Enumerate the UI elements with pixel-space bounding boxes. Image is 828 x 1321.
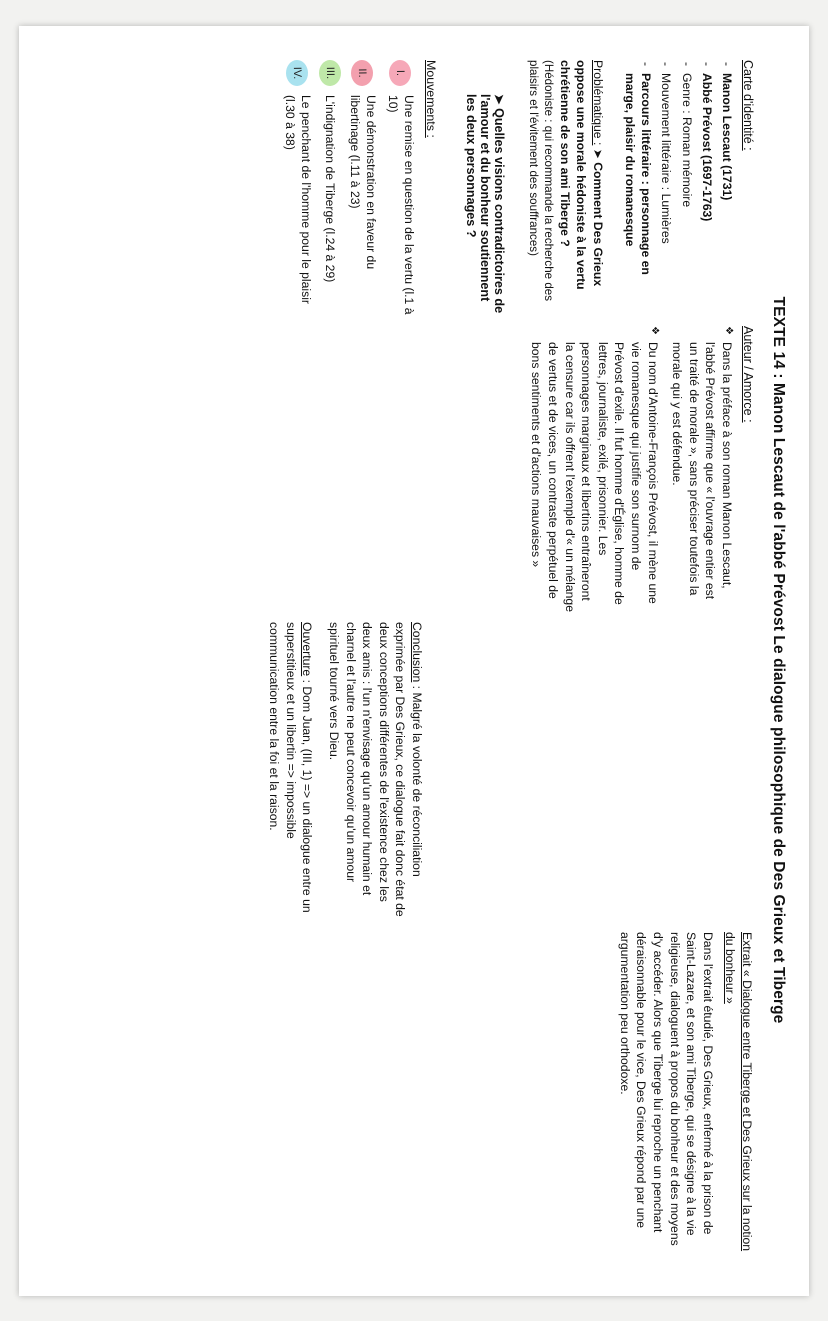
highlight-blob-3: III.: [318, 59, 340, 85]
author-paragraph-1: ❖ Dans la préface à son roman Manon Lescaut, l'abbé Prévost affirme que « l'ouvrage entier est un traité de morale », sans préciser toutefois la morale qui y est défendue.: [669, 326, 735, 612]
movements-list: [281, 60, 416, 318]
extract-block: [616, 932, 755, 1252]
list-item: - Manon Lescaut (1731): [719, 60, 735, 318]
arrow-icon: ➤: [590, 148, 605, 159]
identity-list: [622, 60, 735, 318]
conclusion-paragraph: [325, 622, 425, 922]
problematic-label: Problématique :: [590, 59, 605, 145]
identity-heading: Carte d'identité :: [741, 59, 755, 151]
opening-text: : Dom Juan, (III, 1) => un dialogue entre un superstitieux et un libertin => impossible communication entre la foi et la raison.: [267, 621, 315, 913]
opening-paragraph: [266, 622, 316, 922]
list-item: - Genre : Roman mémoire: [678, 60, 694, 318]
list-item: [347, 60, 379, 318]
conclusion-text: : Malgré la volonté de réconciliation exprimée par Des Grieux, ce dialogue fait donc état de deux conceptions différentes de l'existence chez les deux amis : l'un n'envisage qu'un amour humain et charnel et l'autre ne peut concevoir qu'un amour spirituel tourné vers Dieu.: [327, 621, 424, 917]
movement-text: Une démonstration en faveur du libertinage (l.11 à 23): [348, 94, 379, 269]
guiding-question-text: Quelles visions contradictoires de l'amour et du bonheur soutiennent les deux personnages ?: [464, 93, 506, 313]
conclusion-block: [266, 622, 425, 922]
list-item: - Parcours littéraire : personnage en marge, plaisir du romanesque: [622, 60, 654, 318]
highlight-blob-1: I.: [389, 59, 411, 85]
extract-text: Dans l'extrait étudié, Des Grieux, enfermé à la prison de Saint-Lazare, et son ami Tiberge, qui se désigne à la vie religieuse, dialoguent à propos du bonheur et des moyens d'y accéder. Alors que Tiberge lui reproche un penchant déraisonnable pour le vice, Des Grieux répond par une argumentation peu orthodoxe.: [617, 931, 715, 1246]
movements-heading: Mouvements :: [424, 59, 438, 138]
list-item: - Mouvement littéraire : Lumières: [658, 60, 674, 318]
movement-text: Une remise en question de la vertu (l.1 à 10): [386, 94, 416, 314]
list-item: [384, 60, 416, 318]
movements-block: [281, 60, 438, 318]
list-item: [281, 60, 313, 318]
problematic-text: Comment Des Grieux oppose une morale hédoniste à la vertu chrétienne de son ami Tiberge ?: [557, 59, 605, 290]
author-paragraph-2: ❖ Du nom d'Antoine-François Prévost, il mène une vie romanesque qui justifie son surnom de Prévost d'exile. Il fut homme d'Église, homme de lettres, journaliste, exilé, prisonnier. Les personnages marginaux et libertins entraîneront la censure car ils offrent l'exemple d'« un mélange de vertus et de vices, un contraste perpétuel de bons sentiments et d'actions mauvaises »: [528, 326, 661, 612]
content-columns: [256, 60, 755, 1260]
movement-text: L'indignation de Tiberge (l.24 à 29): [323, 94, 338, 282]
column-conclusion: [256, 622, 755, 932]
document-sheet: [19, 26, 809, 1296]
document-content: [33, 60, 793, 1260]
page-title: TEXTE 14 : Manon Lescaut de l'abbé Prévost Le dialogue philosophique de Des Grieux et Tiberge: [770, 296, 787, 1023]
highlight-blob-2: II.: [351, 59, 373, 85]
arrow-icon: ➤: [492, 93, 506, 105]
author-heading: Auteur / Amorce :: [741, 325, 755, 423]
problematic-block: [525, 60, 606, 318]
problematic-note: (Hédoniste : qui recommande la recherche des plaisirs et l'évitement des souffrances): [526, 59, 556, 301]
column-identity: [275, 60, 755, 326]
highlight-blob-4: IV.: [285, 59, 307, 85]
list-item: [319, 60, 341, 318]
opening-label: Ouverture: [300, 621, 315, 676]
column-author: [520, 326, 755, 622]
guiding-question: [464, 60, 507, 318]
conclusion-label: Conclusion: [410, 621, 424, 682]
extract-heading: Extrait « Dialogue entre Tiberge et Des Grieux sur la notion du bonheur »: [723, 931, 754, 1251]
column-extract: [608, 932, 755, 1252]
list-item: - Abbé Prévost (1697-1763): [699, 60, 715, 318]
movement-text: Le penchant de l'homme pour le plaisir (l.30 à 38): [282, 94, 313, 304]
